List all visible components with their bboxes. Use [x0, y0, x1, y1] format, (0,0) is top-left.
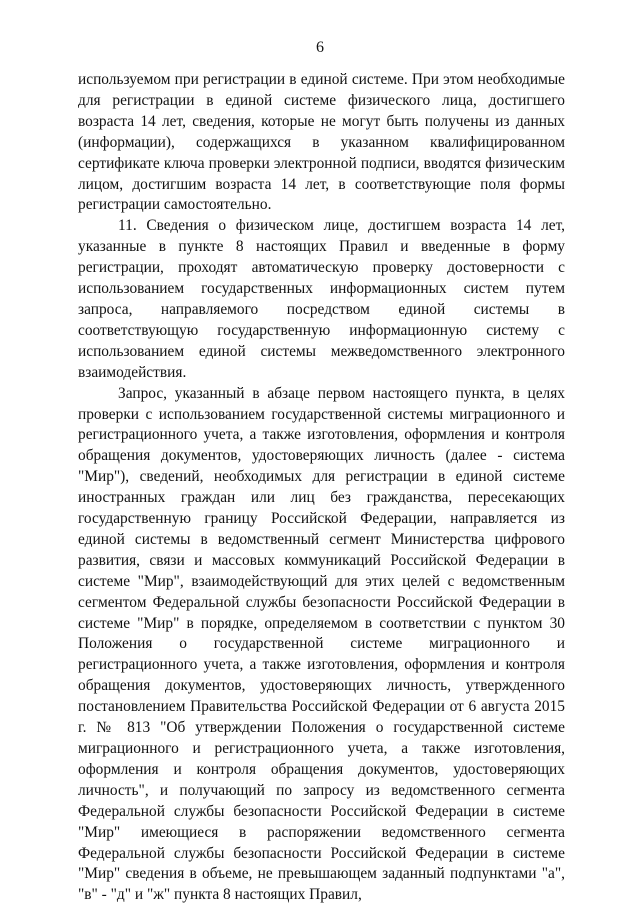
document-body: [78, 70, 565, 906]
paragraph-item-11: 11. Сведения о физическом лице, достигшем возраста 14 лет, указанные в пункте 8 настоящих Правил и введенные в форму регистрации, проходят автоматическую проверку достоверности с использованием государственных информационных систем путем запроса, направляемого посредством единой системы в соответствующую государственную информационную систему с использованием единой системы межведомственного электронного взаимодействия.: [78, 217, 565, 381]
page-number: 6: [316, 39, 324, 56]
paragraph-continuation: используемом при регистрации в единой системе. При этом необходимые для регистрации в единой системе физического лица, достигшего возраста 14 лет, сведения, которые не могут быть получены из данных (информации), содержащихся в указанном квалифицированном сертификате ключа проверки электронной подписи, вводятся физическим лицом, достигшим возраста 14 лет, в соответствующие поля формы регистрации самостоятельно.: [78, 71, 565, 214]
paragraph-request: Запрос, указанный в абзаце первом настоящего пункта, в целях проверки с использованием государственной системы миграционного и регистрационного учета, а также изготовления, оформления и контроля обращения документов, удостоверяющих личность (далее - система "Мир"), сведений, необходимых для регистрации в единой системе иностранных граждан или лиц без гражданства, пересекающих государственную границу Российской Федерации, направляется из единой системы в ведомственный сегмент Министерства цифрового развития, связи и массовых коммуникаций Российской Федерации в системе "Мир", взаимодействующий для этих целей с ведомственным сегментом Федеральной службы безопасности Российской Федерации в системе "Мир" в порядке, определяемом в соответствии с пунктом 30 Положения о государственной системе миграционного и регистрационного учета, а также изготовления, оформления и контроля обращения документов, удостоверяющих личность, утвержденного постановлением Правительства Российской Федерации от 6 августа 2015 г. № 813 "Об утверждении Положения о государственной системе миграционного и регистрационного учета, а также изготовления, оформления и контроля обращения документов, удостоверяющих личность", и получающий по запросу из ведомственного сегмента Федеральной службы безопасности Российской Федерации в системе "Мир" имеющиеся в распоряжении ведомственного сегмента Федеральной службы безопасности Российской Федерации в системе "Мир" сведения в объеме, не превышающем заданный подпунктами "а", "в" - "д" и "ж" пункта 8 настоящих Правил,: [78, 384, 565, 904]
